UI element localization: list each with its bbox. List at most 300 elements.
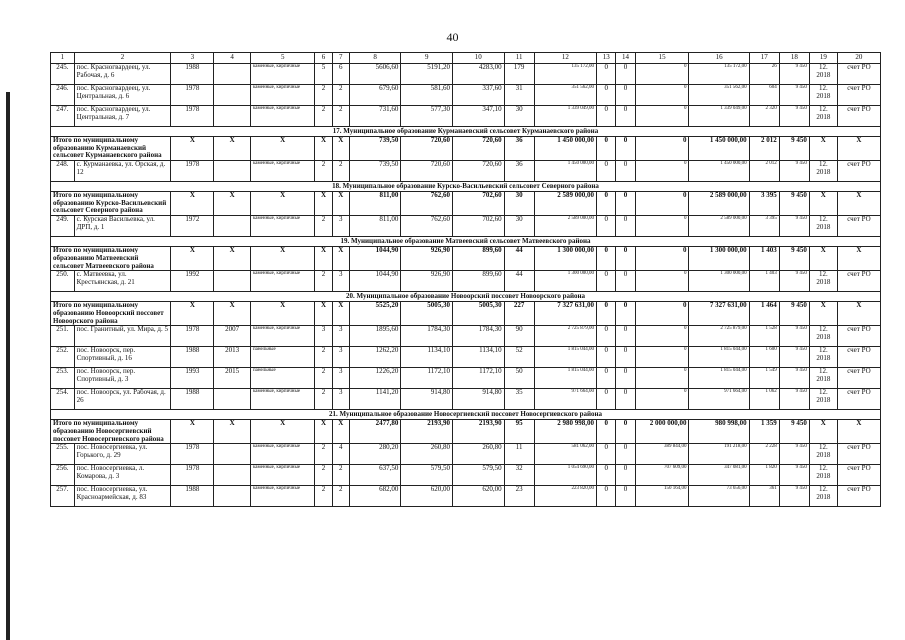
column-number-cell: 19 — [809, 53, 837, 64]
register-table — [50, 52, 881, 507]
address-cell: пос. Новосергиевка, л. Комарова, д. 3 — [74, 465, 171, 486]
total-cell: 0 — [597, 302, 616, 326]
section-title: 17. Муниципальное образование Курманаевский сельсовет Курманаевского района — [51, 127, 881, 137]
total-cell: 2477,80 — [349, 420, 401, 444]
table-cell: 1 549 — [749, 368, 779, 389]
table-cell: 1172,10 — [453, 368, 505, 389]
table-cell: 260,80 — [453, 444, 505, 465]
table-cell: 1784,30 — [401, 326, 453, 347]
table-cell: 9 450 — [779, 161, 809, 182]
total-cell: X — [214, 302, 251, 326]
table-cell: 720,60 — [453, 161, 505, 182]
address-cell: пос. Новосергиевка, ул. Красноармейская, д. 83 — [74, 486, 171, 507]
column-number-cell: 20 — [837, 53, 880, 64]
table-cell: 2 — [315, 368, 332, 389]
table-cell: 2 — [332, 161, 349, 182]
municipality-total-row — [51, 420, 881, 444]
municipality-total-row — [51, 192, 881, 216]
table-cell: 3 395 — [749, 216, 779, 237]
address-cell: пос. Новоорск, ул. Рабочая, д. 26 — [74, 389, 171, 410]
table-cell: 347,10 — [453, 106, 505, 127]
total-cell: 5525,20 — [349, 302, 401, 326]
table-cell: 2 — [315, 465, 332, 486]
table-cell: 0 — [635, 64, 689, 85]
table-cell: счет РО — [837, 389, 880, 410]
table-cell: 9 450 — [779, 64, 809, 85]
address-cell: с. Курская Васильевка, ул. ДРП, д. 1 — [74, 216, 171, 237]
total-cell: 1 300 000,00 — [689, 247, 749, 271]
total-cell: 2 012 — [749, 137, 779, 161]
total-cell: X — [214, 192, 251, 216]
table-cell: 3 — [332, 347, 349, 368]
total-cell: 0 — [597, 420, 616, 444]
table-cell: 1 815 044,00 — [534, 347, 596, 368]
table-cell: 0 — [597, 368, 616, 389]
table-cell: 899,60 — [453, 271, 505, 292]
table-cell: счет РО — [837, 347, 880, 368]
table-cell: 3 — [315, 326, 332, 347]
table-cell: 1 815 044,00 — [689, 347, 749, 368]
total-cell: X — [809, 420, 837, 444]
table-cell: 0 — [597, 161, 616, 182]
table-cell: 1784,30 — [453, 326, 505, 347]
total-cell: 2 589 000,00 — [534, 192, 596, 216]
column-number-cell: 2 — [74, 53, 171, 64]
table-cell — [214, 271, 251, 292]
table-cell: 32 — [504, 465, 534, 486]
table-cell: 12. 2018 — [809, 444, 837, 465]
table-cell: 3 — [332, 271, 349, 292]
total-cell: X — [250, 192, 315, 216]
total-cell: X — [837, 192, 880, 216]
table-cell: каменные, кирпичные — [250, 161, 315, 182]
table-cell: 1978 — [171, 85, 214, 106]
total-cell: 95 — [504, 420, 534, 444]
total-cell: 9 450 — [779, 420, 809, 444]
table-cell: 2 — [315, 106, 332, 127]
table-cell: 2 589 000,00 — [689, 216, 749, 237]
total-cell: X — [171, 420, 214, 444]
table-cell: 1978 — [171, 106, 214, 127]
table-cell: 1988 — [171, 389, 214, 410]
table-cell: 351 562,00 — [689, 85, 749, 106]
total-cell: X — [332, 420, 349, 444]
table-cell: 9 450 — [779, 389, 809, 410]
table-cell: 0 — [597, 64, 616, 85]
table-cell: 337,60 — [453, 85, 505, 106]
table-cell: 9 450 — [779, 465, 809, 486]
table-cell — [214, 64, 251, 85]
total-cell: X — [214, 420, 251, 444]
address-cell: пос. Красногвардеец, ул. Центральная, д. 6 — [74, 85, 171, 106]
table-cell: счет РО — [837, 444, 880, 465]
table-cell: 2013 — [214, 347, 251, 368]
table-cell: 2 — [315, 347, 332, 368]
municipality-section-header — [51, 410, 881, 420]
total-cell: 44 — [504, 247, 534, 271]
table-cell: 926,90 — [401, 271, 453, 292]
table-cell: 682,00 — [349, 486, 401, 507]
table-cell: 135 172,00 — [689, 64, 749, 85]
total-label: Итого по муниципальному образованию Матвеевский сельсовет Матвеевского района — [51, 247, 171, 271]
table-cell: каменные, кирпичные — [250, 326, 315, 347]
total-cell: 5005,30 — [401, 302, 453, 326]
table-cell: 12. 2018 — [809, 161, 837, 182]
column-number-cell: 11 — [504, 53, 534, 64]
table-cell: каменные, кирпичные — [250, 444, 315, 465]
table-cell: 1 054 690,00 — [534, 465, 596, 486]
municipality-section-header — [51, 127, 881, 137]
column-number-row — [51, 53, 881, 64]
building-row — [51, 465, 881, 486]
total-cell: 36 — [504, 137, 534, 161]
table-cell: 254. — [51, 389, 75, 410]
table-cell: 0 — [616, 85, 635, 106]
table-cell: 620,00 — [453, 486, 505, 507]
table-cell: 2007 — [214, 326, 251, 347]
table-cell: 23 — [504, 486, 534, 507]
column-number-cell: 1 — [51, 53, 75, 64]
total-cell: 7 327 631,00 — [534, 302, 596, 326]
total-cell: X — [809, 302, 837, 326]
total-cell: 1 300 000,00 — [534, 247, 596, 271]
total-cell: 0 — [616, 302, 635, 326]
table-cell: 1988 — [171, 347, 214, 368]
section-title: 18. Муниципальное образование Курско-Васильевский сельсовет Северного района — [51, 182, 881, 192]
building-row — [51, 347, 881, 368]
table-cell — [214, 161, 251, 182]
total-cell: 0 — [616, 137, 635, 161]
total-cell: 1 403 — [749, 247, 779, 271]
table-cell: 250. — [51, 271, 75, 292]
table-cell: 581,60 — [401, 85, 453, 106]
table-cell: 2 589 000,00 — [534, 216, 596, 237]
table-cell: 702,60 — [453, 216, 505, 237]
table-cell: 249. — [51, 216, 75, 237]
table-cell: 720,60 — [401, 161, 453, 182]
total-cell: X — [250, 247, 315, 271]
table-cell: 0 — [597, 271, 616, 292]
column-number-cell: 15 — [635, 53, 689, 64]
total-cell: 762,60 — [401, 192, 453, 216]
total-cell: X — [214, 137, 251, 161]
address-cell: с. Матвеевка, ул. Крестьянская, д. 21 — [74, 271, 171, 292]
table-cell: счет РО — [837, 486, 880, 507]
total-cell: 1 450 000,00 — [689, 137, 749, 161]
table-cell: 1 600 — [749, 347, 779, 368]
total-cell: X — [171, 192, 214, 216]
table-cell: 2 — [332, 465, 349, 486]
building-row — [51, 271, 881, 292]
table-cell: 1 815 044,00 — [689, 368, 749, 389]
table-cell: 0 — [616, 486, 635, 507]
table-cell: 12. 2018 — [809, 347, 837, 368]
table-cell: 0 — [597, 106, 616, 127]
total-cell: X — [332, 137, 349, 161]
table-cell: 3 — [332, 389, 349, 410]
total-cell: X — [315, 420, 332, 444]
column-number-cell: 8 — [349, 53, 401, 64]
table-cell: 191 218,00 — [689, 444, 749, 465]
total-cell: X — [837, 247, 880, 271]
table-cell: 12. 2018 — [809, 368, 837, 389]
table-cell: 971 664,00 — [534, 389, 596, 410]
table-cell: 12. 2018 — [809, 326, 837, 347]
column-number-cell: 3 — [171, 53, 214, 64]
table-cell: 2 — [315, 216, 332, 237]
table-cell — [214, 106, 251, 127]
total-cell: 2 589 000,00 — [689, 192, 749, 216]
total-cell: X — [250, 420, 315, 444]
table-cell: 2 — [315, 85, 332, 106]
table-cell: 44 — [504, 271, 534, 292]
table-cell: счет РО — [837, 106, 880, 127]
building-row — [51, 444, 881, 465]
total-cell: X — [837, 302, 880, 326]
table-cell: 2 228 — [749, 444, 779, 465]
table-cell: 1 450 000,00 — [534, 161, 596, 182]
table-cell: 9 450 — [779, 106, 809, 127]
table-cell: счет РО — [837, 368, 880, 389]
table-cell: 9 450 — [779, 368, 809, 389]
table-cell: 12. 2018 — [809, 85, 837, 106]
address-cell: пос. Новосергиевка, ул. Горького, д. 29 — [74, 444, 171, 465]
table-cell: 2 — [332, 486, 349, 507]
table-cell — [214, 85, 251, 106]
total-cell: X — [250, 137, 315, 161]
table-cell — [214, 216, 251, 237]
total-label: Итого по муниципальному образованию Курско-Васильевский сельсовет Северного района — [51, 192, 171, 216]
table-cell: 1172,10 — [401, 368, 453, 389]
total-cell: X — [837, 420, 880, 444]
table-cell: 1993 — [171, 368, 214, 389]
table-cell: 12. 2018 — [809, 389, 837, 410]
total-cell: 227 — [504, 302, 534, 326]
table-cell: каменные, кирпичные — [250, 486, 315, 507]
column-number-cell: 5 — [250, 53, 315, 64]
table-cell: счет РО — [837, 326, 880, 347]
table-cell: 347 081,00 — [689, 465, 749, 486]
table-cell: 12. 2018 — [809, 486, 837, 507]
column-number-cell: 14 — [616, 53, 635, 64]
table-cell: 223 820,00 — [534, 486, 596, 507]
table-cell: 248. — [51, 161, 75, 182]
table-cell: 0 — [616, 389, 635, 410]
table-cell: счет РО — [837, 85, 880, 106]
total-cell: 0 — [635, 302, 689, 326]
column-number-cell: 4 — [214, 53, 251, 64]
total-cell: 9 450 — [779, 137, 809, 161]
table-cell: 637,50 — [349, 465, 401, 486]
total-cell: X — [171, 302, 214, 326]
total-cell: X — [315, 137, 332, 161]
table-cell: 762,60 — [401, 216, 453, 237]
total-cell: 2193,90 — [401, 420, 453, 444]
table-cell: 0 — [597, 465, 616, 486]
column-number-cell: 12 — [534, 53, 596, 64]
municipality-total-row — [51, 247, 881, 271]
table-cell: 1978 — [171, 161, 214, 182]
total-cell: 811,00 — [349, 192, 401, 216]
table-cell: 579,50 — [453, 465, 505, 486]
table-cell: 12. 2018 — [809, 64, 837, 85]
column-number-cell: 16 — [689, 53, 749, 64]
table-cell — [214, 444, 251, 465]
municipality-section-header — [51, 237, 881, 247]
address-cell: пос. Гранитный, ул. Мира, д. 5 — [74, 326, 171, 347]
total-label: Итого по муниципальному образованию Новоорский поссовет Новоорского района — [51, 302, 171, 326]
building-row — [51, 161, 881, 182]
section-title: 19. Муниципальное образование Матвеевский сельсовет Матвеевского района — [51, 237, 881, 247]
table-cell: 12. 2018 — [809, 106, 837, 127]
total-cell: 0 — [616, 192, 635, 216]
building-row — [51, 368, 881, 389]
total-cell: X — [171, 137, 214, 161]
table-cell: счет РО — [837, 161, 880, 182]
total-cell: 9 450 — [779, 302, 809, 326]
municipality-section-header — [51, 292, 881, 302]
total-cell: X — [171, 247, 214, 271]
table-cell: 1 403 — [749, 271, 779, 292]
table-cell: панельные — [250, 347, 315, 368]
table-cell: 2015 — [214, 368, 251, 389]
total-cell: 1 450 000,00 — [534, 137, 596, 161]
table-cell: 0 — [616, 216, 635, 237]
table-cell: 0 — [635, 216, 689, 237]
table-cell: 0 — [597, 486, 616, 507]
total-cell: 30 — [504, 192, 534, 216]
table-cell: 251. — [51, 326, 75, 347]
total-cell: X — [332, 302, 349, 326]
address-cell: пос. Новоорск, пер. Спортивный, д. 3 — [74, 368, 171, 389]
total-cell: 0 — [635, 247, 689, 271]
table-cell: 1 528 — [749, 326, 779, 347]
total-cell: 2 980 998,00 — [534, 420, 596, 444]
page-edge-bar — [6, 92, 10, 640]
table-cell: 26 — [749, 64, 779, 85]
total-cell: 0 — [597, 192, 616, 216]
table-cell: 252. — [51, 347, 75, 368]
table-cell: 2 — [315, 486, 332, 507]
table-cell: 1044,90 — [349, 271, 401, 292]
total-cell: 0 — [616, 247, 635, 271]
table-cell: счет РО — [837, 465, 880, 486]
table-cell: 0 — [597, 326, 616, 347]
total-cell: X — [837, 137, 880, 161]
table-cell: 12. 2018 — [809, 465, 837, 486]
total-cell: 702,60 — [453, 192, 505, 216]
table-cell: 3 — [332, 368, 349, 389]
table-cell: каменные, кирпичные — [250, 85, 315, 106]
total-cell: X — [315, 247, 332, 271]
total-cell: 1044,90 — [349, 247, 401, 271]
table-cell: каменные, кирпичные — [250, 106, 315, 127]
table-cell: 0 — [635, 347, 689, 368]
table-cell: каменные, кирпичные — [250, 389, 315, 410]
table-cell: 0 — [597, 85, 616, 106]
total-cell: X — [250, 302, 315, 326]
table-cell: 577,30 — [401, 106, 453, 127]
table-cell: счет РО — [837, 216, 880, 237]
column-number-cell: 13 — [597, 53, 616, 64]
table-cell: 253. — [51, 368, 75, 389]
table-cell: 11 — [504, 444, 534, 465]
table-cell: каменные, кирпичные — [250, 216, 315, 237]
table-cell: 2 — [315, 444, 332, 465]
table-cell: 0 — [616, 161, 635, 182]
table-cell: 620,00 — [401, 486, 453, 507]
total-cell: X — [315, 302, 332, 326]
table-cell: 12. 2018 — [809, 216, 837, 237]
table-cell: каменные, кирпичные — [250, 271, 315, 292]
column-number-cell: 7 — [332, 53, 349, 64]
table-cell: 1 815 044,00 — [534, 368, 596, 389]
table-cell — [214, 465, 251, 486]
table-cell: 247. — [51, 106, 75, 127]
building-row — [51, 106, 881, 127]
table-cell: 179 — [504, 64, 534, 85]
table-cell: 739,50 — [349, 161, 401, 182]
table-cell: 9 450 — [779, 216, 809, 237]
section-title: 20. Муниципальное образование Новоорский поссовет Новоорского района — [51, 292, 881, 302]
total-cell: 9 450 — [779, 192, 809, 216]
table-cell: 0 — [616, 465, 635, 486]
total-cell: X — [809, 247, 837, 271]
table-cell: 2 — [315, 271, 332, 292]
total-cell: X — [332, 247, 349, 271]
table-cell: 0 — [616, 64, 635, 85]
table-cell: 2 — [332, 85, 349, 106]
table-cell: 1134,10 — [453, 347, 505, 368]
table-cell: 30 — [504, 216, 534, 237]
municipality-total-row — [51, 302, 881, 326]
building-row — [51, 85, 881, 106]
column-number-cell: 17 — [749, 53, 779, 64]
table-cell: 5191,20 — [401, 64, 453, 85]
table-cell: 1 062 — [749, 389, 779, 410]
table-cell: 389 844,00 — [635, 444, 689, 465]
table-cell: 6 — [332, 64, 349, 85]
total-cell: 720,60 — [401, 137, 453, 161]
municipality-section-header — [51, 182, 881, 192]
building-row — [51, 326, 881, 347]
total-cell: 1 464 — [749, 302, 779, 326]
table-cell: 280,20 — [349, 444, 401, 465]
table-cell: 260,80 — [401, 444, 453, 465]
table-cell: 1988 — [171, 486, 214, 507]
table-cell: 5606,60 — [349, 64, 401, 85]
table-cell: 9 450 — [779, 271, 809, 292]
table-cell: счет РО — [837, 64, 880, 85]
total-cell: 0 — [597, 137, 616, 161]
table-cell: 9 450 — [779, 444, 809, 465]
table-cell: 9 450 — [779, 347, 809, 368]
table-cell: 0 — [597, 216, 616, 237]
total-cell: 2193,90 — [453, 420, 505, 444]
total-cell: 926,90 — [401, 247, 453, 271]
table-cell: 90 — [504, 326, 534, 347]
table-cell: 811,00 — [349, 216, 401, 237]
table-cell: 2 012 — [749, 161, 779, 182]
total-cell: 739,50 — [349, 137, 401, 161]
table-cell: 1 300 000,00 — [689, 271, 749, 292]
building-row — [51, 64, 881, 85]
table-cell: 0 — [616, 444, 635, 465]
total-cell: X — [809, 137, 837, 161]
total-cell: 0 — [635, 137, 689, 161]
column-number-cell: 18 — [779, 53, 809, 64]
table-cell: 1978 — [171, 326, 214, 347]
